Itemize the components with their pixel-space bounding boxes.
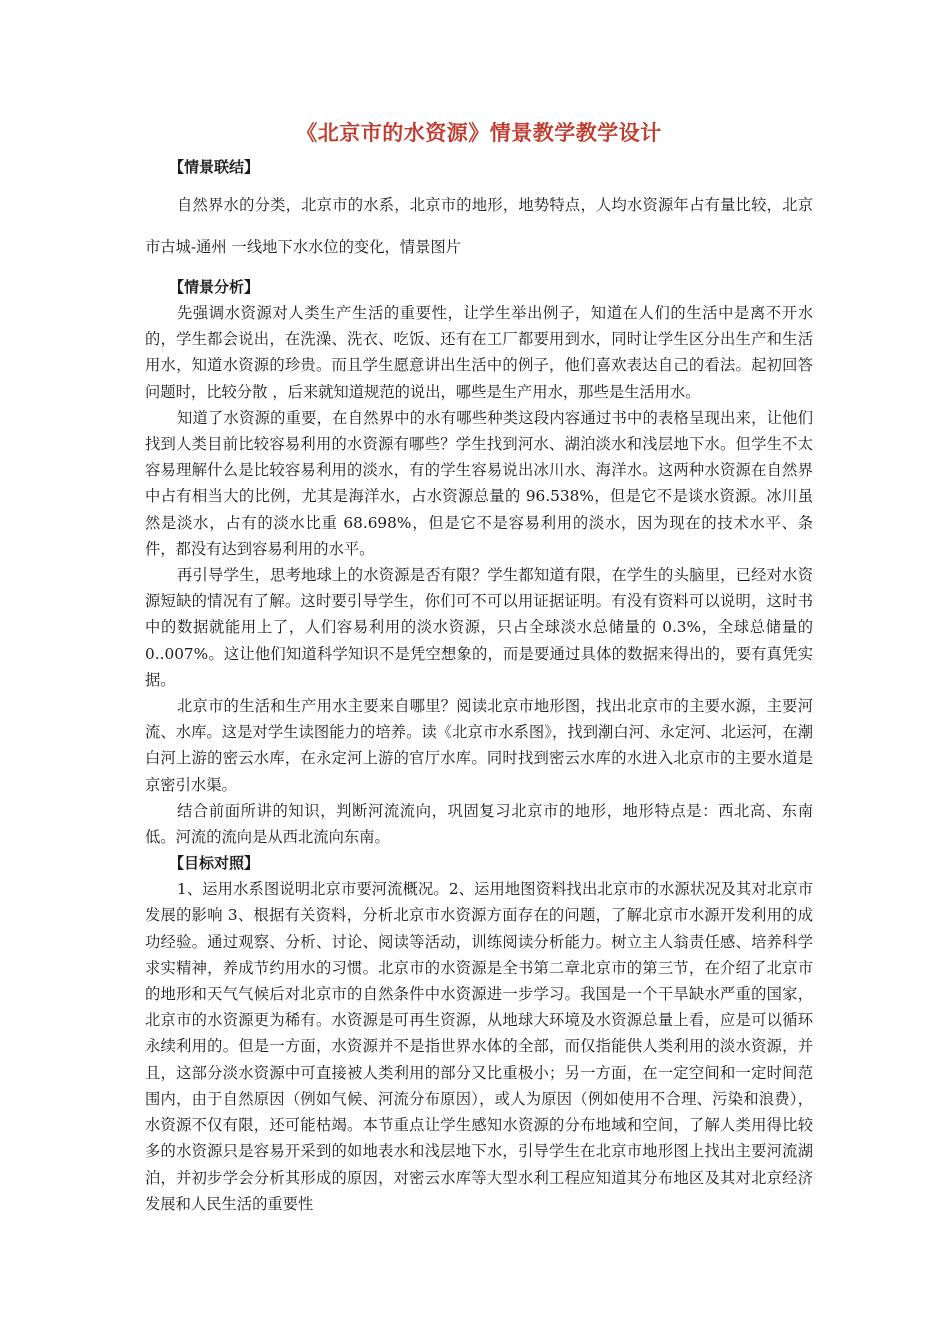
analysis-paragraph: 结合前面所讲的知识，判断河流流向，巩固复习北京市的地形，地形特点是：西北高、东南低。河流的流向是从西北流向东南。 xyxy=(145,801,813,847)
section-context-text: 自然界水的分类，北京市的水系，北京市的地形，地势特点，人均水资源年占有量比较，北京市古城-通州 一线地下水水位的变化，情景图片 xyxy=(145,196,813,256)
analysis-paragraph: 再引导学生，思考地球上的水资源是否有限？学生都知道有限，在学生的头脑里，已经对水资源短缺的情况有了解。这时要引导学生，你们可不可以用证据证明。有没有资料可以说明，这时书中的数据就能用上了，人们容易利用的淡水资源，只占全球淡水总储量的 0.3%，全球总储量的 0..007%。这让他们知道科学知识不是凭空想象的，而是要通过具体的数据来得出的，要有真凭实据。 xyxy=(145,566,813,689)
objectives-paragraph: 1、运用水系图说明北京市要河流概况。2、运用地图资料找出北京市的水源状况及其对北京市发展的影响 3、根据有关资料，分析北京市水资源方面存在的问题，了解北京市水源开发利用的成功经验。通过观察、分析、讨论、阅读等活动，训练阅读分析能力。树立主人翁责任感、培养科学求实精神，养成节约用水的习惯。北京市的水资源是全书第二章北京市的第三节，在介绍了北京市的地形和天气气候后对北京市的自然条件中水资源进一步学习。我国是一个干旱缺水严重的国家，北京市的水资源更为稀有。水资源是可再生资源，从地球大环境及水资源总量上看，应是可以循环永续利用的。但是一方面，水资源并不是指世界水体的全部，而仅指能供人类利用的淡水资源，并且，这部分淡水资源中可直接被人类利用的部分又比重极小；另一方面，在一定空间和一定时间范围内，由于自然原因（例如气候、河流分布原因），或人为原因（例如使用不合理、污染和浪费），水资源不仅有限，还可能枯竭。本节重点让学生感知水资源的分布地域和空间，了解人类用得比较多的水资源只是容易开采到的如地表水和浅层地下水，引导学生在北京市地形图上找出主要河流湖泊，并初步学会分析其形成的原因，对密云水库等大型水利工程应知道其分布地区及其对北京经济发展和人民生活的重要性 xyxy=(145,880,813,1213)
section-heading-objectives: 【目标对照】 xyxy=(169,854,260,873)
document-title: 《北京市的水资源》情景教学教学设计 xyxy=(296,121,662,145)
analysis-paragraph: 北京市的生活和生产用水主要来自哪里？阅读北京市地形图，找出北京市的主要水源，主要河流、水库。这是对学生读图能力的培养。读《北京市水系图》，找到潮白河、永定河、北运河，在潮白河上游的密云水库，在永定河上游的官厅水库。同时找到密云水库的水进入北京市的主要水道是京密引水渠。 xyxy=(145,697,813,794)
section-heading-analysis: 【情景分析】 xyxy=(169,278,260,296)
analysis-paragraph: 先强调水资源对人类生产生活的重要性，让学生举出例子，知道在人们的生活中是离不开水的，学生都会说出，在洗澡、洗衣、吃饭、还有在工厂都要用到水，同时让学生区分出生产和生活用水，知道水资源的珍贵。而且学生愿意讲出生活中的例子，他们喜欢表达自己的看法。起初回答问题时，比较分散 ，后来就知道规范的说出，哪些是生产用水，那些是生活用水。 xyxy=(145,304,813,401)
document-page xyxy=(145,118,813,1217)
section-heading-context: 【情景联结】 xyxy=(169,158,260,176)
analysis-paragraph: 知道了水资源的重要，在自然界中的水有哪些种类这段内容通过书中的表格呈现出来，让他们找到人类目前比较容易利用的水资源有哪些？学生找到河水、湖泊淡水和浅层地下水。但学生不太容易理解什么是比较容易利用的淡水，有的学生容易说出冰川水、海洋水。这两种水资源在自然界中占有相当大的比例，尤其是海洋水，占水资源总量的 96.538%，但是它不是谈水资源。冰川虽然是淡水，占有的淡水比重 68.698%，但是它不是容易利用的淡水，因为现在的技术水平、条件，都没有达到容易利用的水平。 xyxy=(145,408,813,558)
